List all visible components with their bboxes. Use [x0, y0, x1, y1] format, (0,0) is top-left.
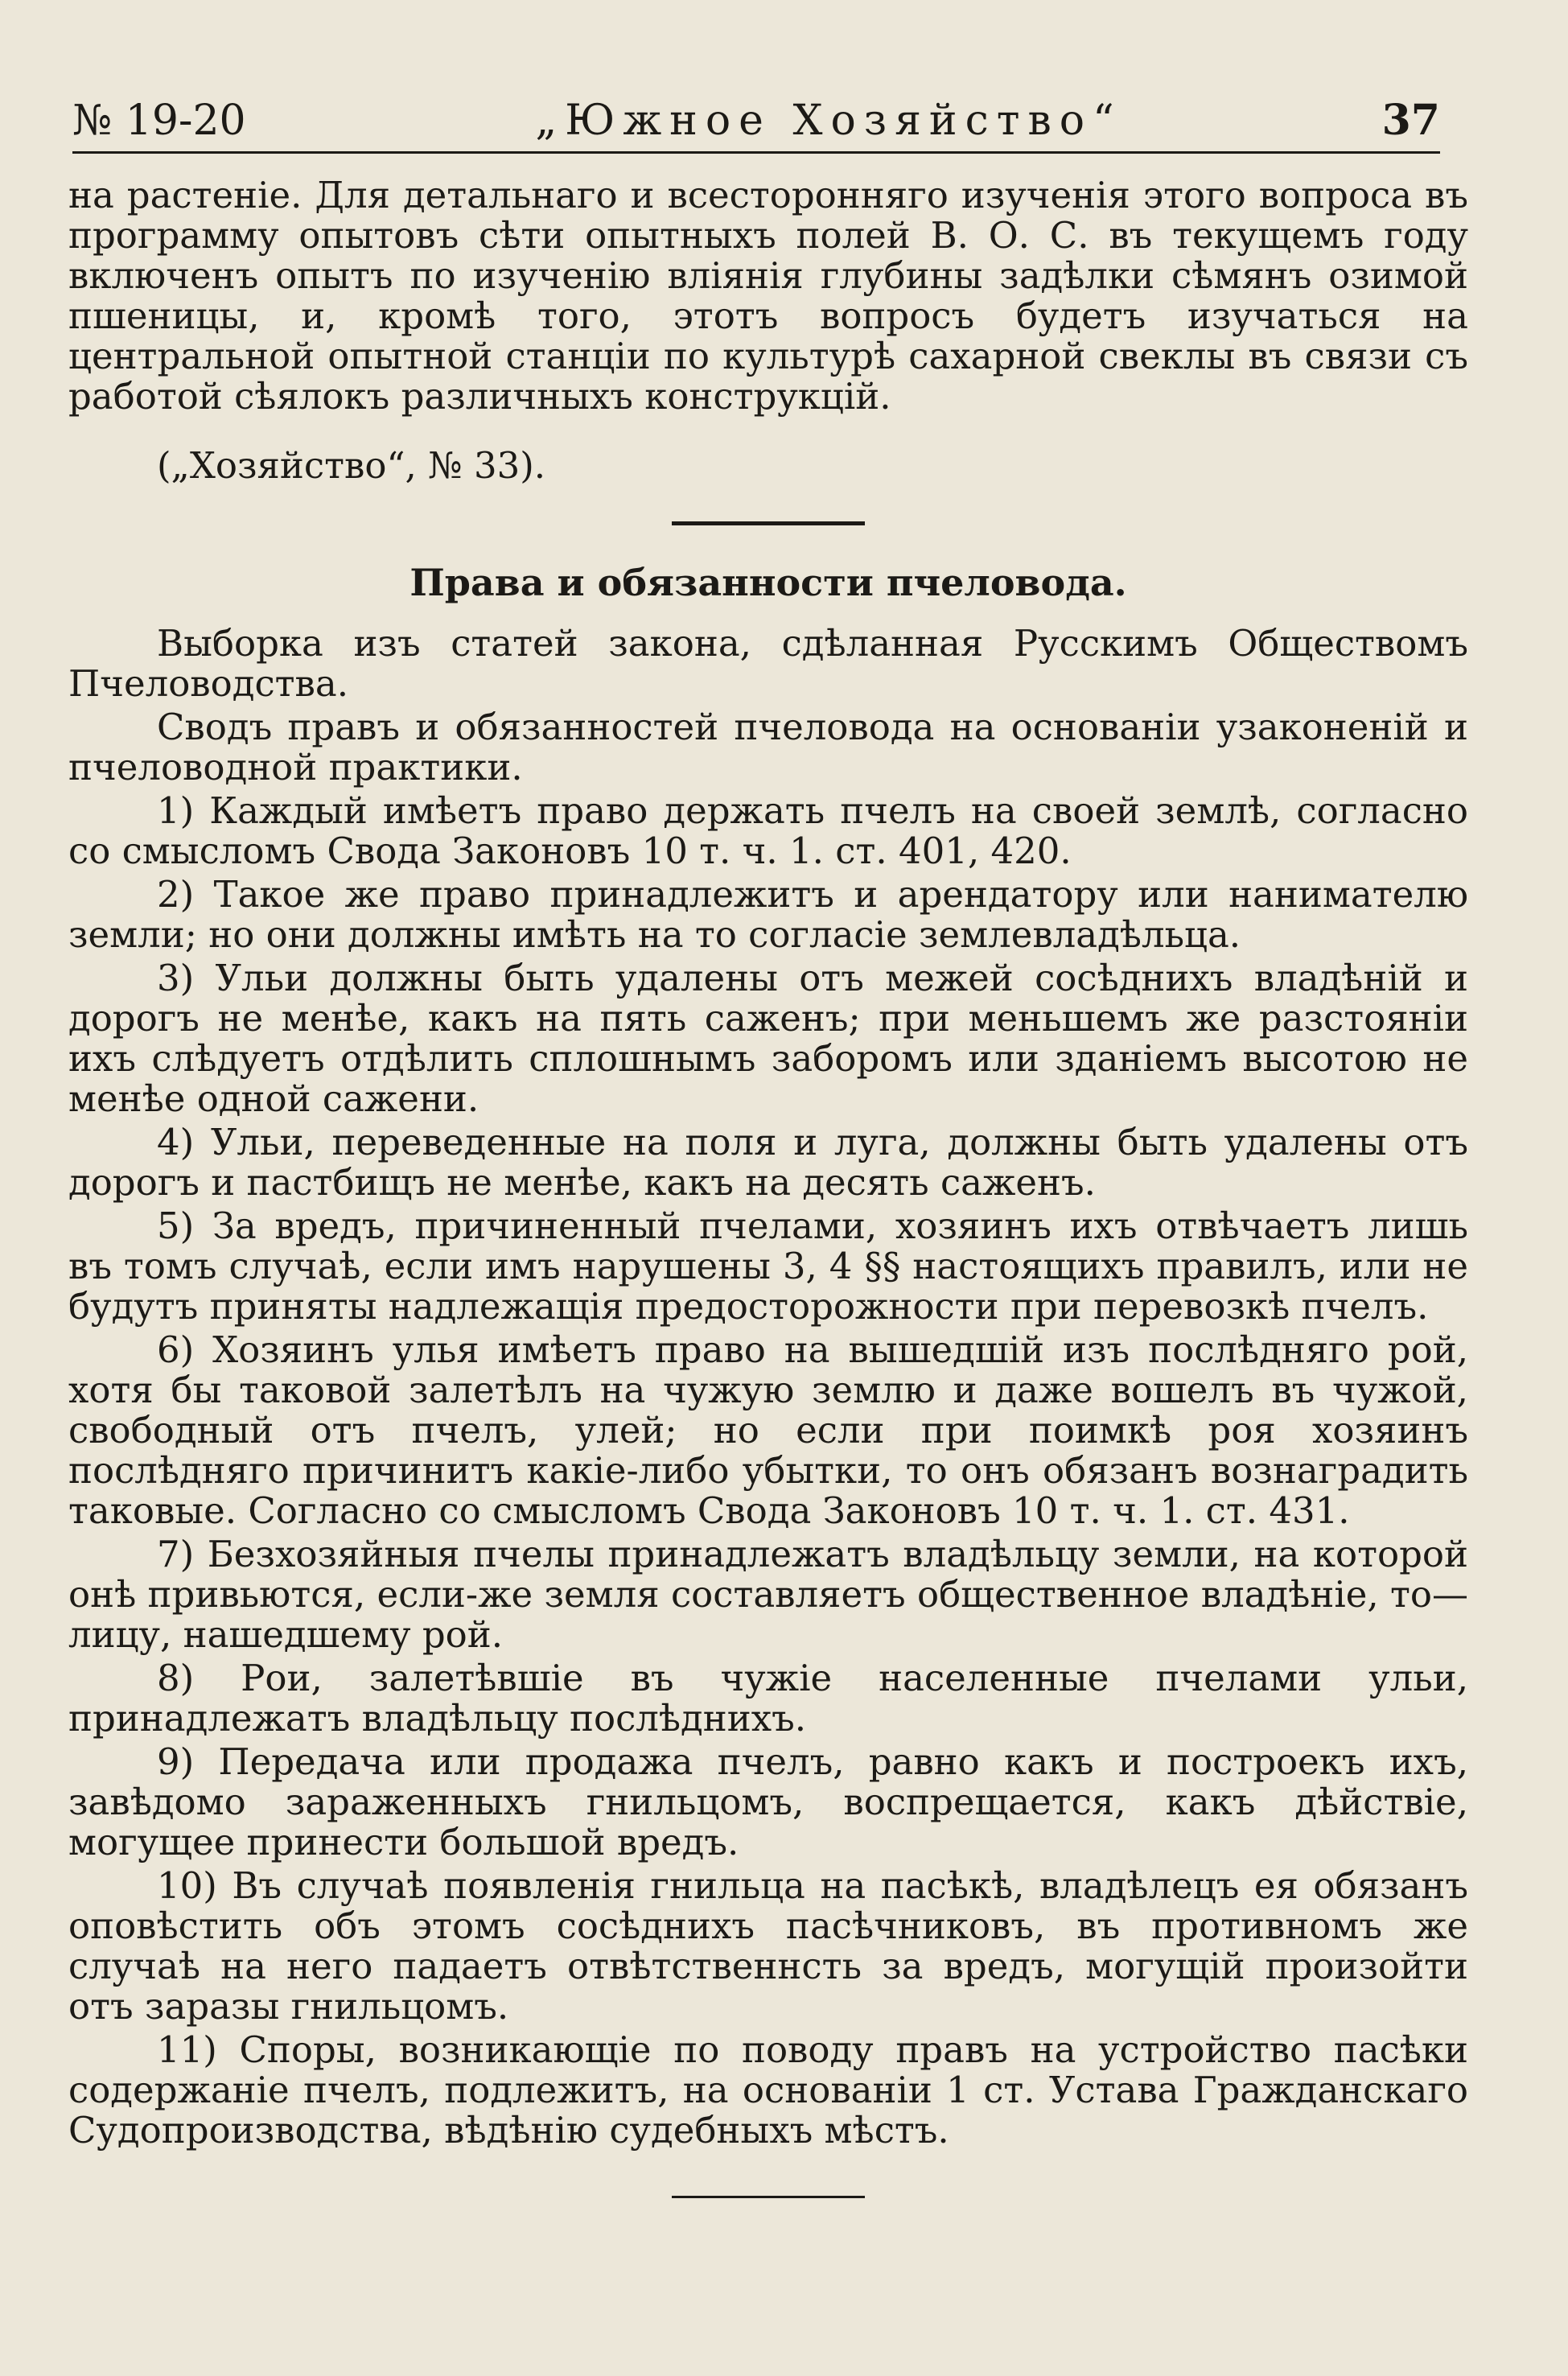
rule-item: 7) Безхозяйныя пчелы принадлежатъ владѣльцу земли, на которой онѣ привьются, если-же земля составляетъ общественное владѣніе, то—лицу, нашедшему рой.: [68, 1533, 1468, 1656]
rule-item: 10) Въ случаѣ появленія гнильца на пасѣкѣ, владѣлецъ ея обязанъ оповѣстить объ этомъ сосѣднихъ пасѣчниковъ, въ противномъ же случаѣ на него падаетъ отвѣтственнсть за вредъ, могущій произойти отъ заразы гнильцомъ.: [68, 1864, 1468, 2028]
rule-item: 3) Ульи должны быть удалены отъ межей сосѣднихъ владѣній и дорогъ не менѣе, какъ на пять саженъ; при меньшемъ же разстояніи ихъ слѣдуетъ отдѣлить сплошнымъ заборомъ или зданіемъ высотою не менѣе одной сажени.: [68, 957, 1468, 1120]
header-rule: [72, 151, 1440, 154]
article-lead: Сводъ правъ и обязанностей пчеловода на основаніи узаконеній и пчеловодной практики.: [68, 706, 1468, 789]
issue-number: № 19-20: [72, 97, 246, 145]
end-divider: [672, 2196, 865, 2198]
article-title: Права и обязанности пчеловода.: [409, 561, 1127, 604]
source-citation: („Хозяйство“, № 33).: [157, 444, 546, 487]
page-body: [68, 175, 1468, 2198]
article-lead: Выборка изъ статей закона, сдѣланная Русскимъ Обществомъ Пчеловодства.: [68, 622, 1468, 705]
rule-item: 6) Хозяинъ улья имѣетъ право на вышедшій изъ послѣдняго рой, хотя бы таковой залетѣлъ на чужую землю и даже вошелъ въ чужой, свободный отъ пчелъ, улей; но если при поимкѣ роя хозяинъ послѣдняго причинитъ какіе-либо убытки, то онъ обязанъ вознаградить таковые. Согласно со смысломъ Свода Законовъ 10 т. ч. 1. ст. 431.: [68, 1328, 1468, 1532]
rule-item: 2) Такое же право принадлежитъ и арендатору или нанимателю земли; но они должны имѣть на то согласіе землевладѣльца.: [68, 873, 1468, 956]
section-divider: [672, 521, 865, 525]
page-header: [72, 80, 1440, 145]
page-number: 37: [1381, 96, 1440, 145]
rule-item: 8) Рои, залетѣвшіе въ чужіе населенные пчелами ульи, принадлежатъ владѣльцу послѣднихъ.: [68, 1657, 1468, 1740]
rule-item: 5) За вредъ, причиненный пчелами, хозяинъ ихъ отвѣчаетъ лишь въ томъ случаѣ, если имъ нарушены 3, 4 §§ настоящихъ правилъ, или не будутъ приняты надлежащія предосторожности при перевозкѣ пчелъ.: [68, 1204, 1468, 1328]
journal-title: „Южное Хозяйство“: [535, 97, 1122, 145]
rule-item: 9) Передача или продажа пчелъ, равно какъ и построекъ ихъ, завѣдомо зараженныхъ гнильцомъ, воспрещается, какъ дѣйствіе, могущее принести большой вредъ.: [68, 1740, 1468, 1863]
rule-item: 1) Каждый имѣетъ право держать пчелъ на своей землѣ, согласно со смысломъ Свода Законовъ 10 т. ч. 1. ст. 401, 420.: [68, 789, 1468, 872]
rule-item: 4) Ульи, переведенные на поля и луга, должны быть удалены отъ дорогъ и пастбищъ не менѣе, какъ на десять саженъ.: [68, 1121, 1468, 1204]
rule-item: 11) Споры, возникающіе по поводу правъ на устройство пасѣки содержаніе пчелъ, подлежитъ, на основаніи 1 ст. Устава Гражданскаго Судопроизводства, вѣдѣнію судебныхъ мѣстъ.: [68, 2028, 1468, 2152]
intro-paragraph: на растеніе. Для детальнаго и всесторонняго изученія этого вопроса въ программу опытовъ сѣти опытныхъ полей В. О. С. въ текущемъ году включенъ опытъ по изученію вліянія глубины задѣлки сѣмянъ озимой пшеницы, и, кромѣ того, этотъ вопросъ будетъ изучаться на центральной опытной станціи по культурѣ сахарной свеклы въ связи съ работой сѣялокъ различныхъ конструкцій.: [68, 174, 1468, 418]
